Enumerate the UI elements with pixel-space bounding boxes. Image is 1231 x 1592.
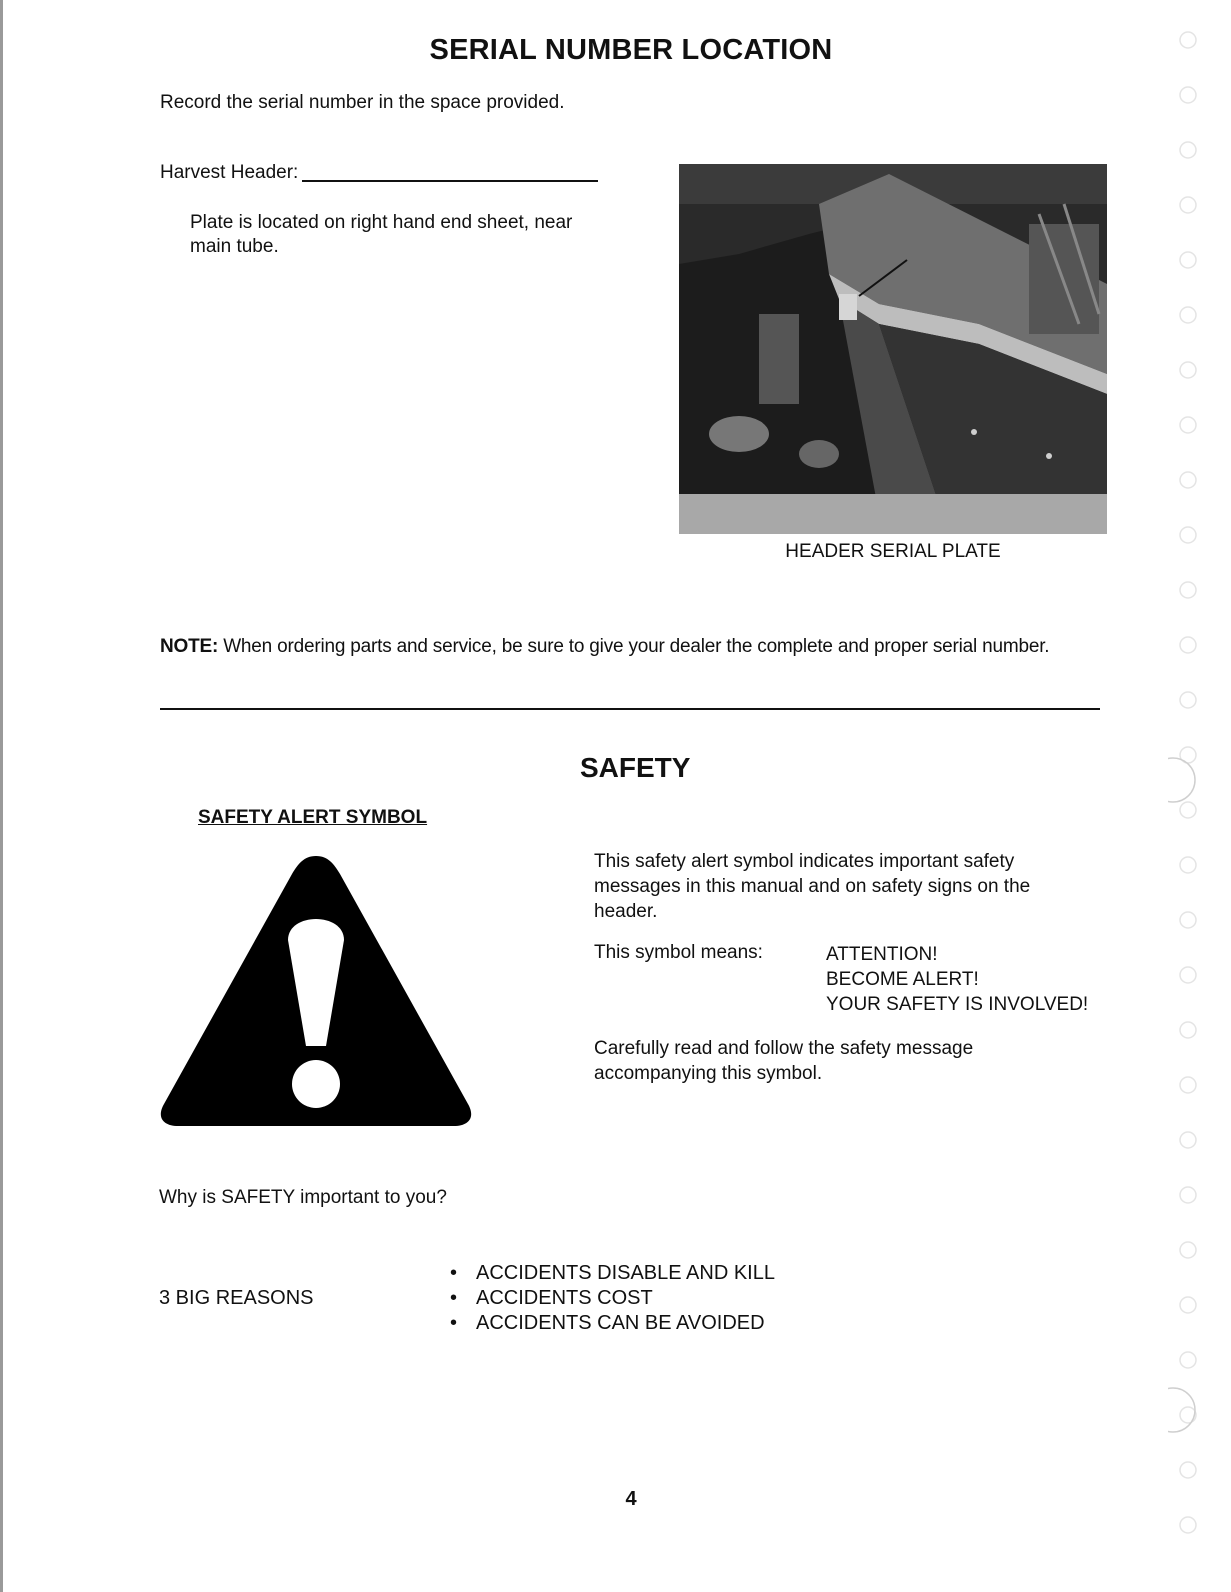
safety-title: SAFETY <box>580 752 691 783</box>
header-serial-plate-photo <box>679 164 1107 534</box>
page-title: SERIAL NUMBER LOCATION <box>429 34 833 66</box>
read-follow-text: Carefully read and follow the safety message accompanying this symbol. <box>594 1038 974 1084</box>
intro-text: Record the serial number in the space provided. <box>160 92 565 113</box>
symbol-means-label: This symbol means: <box>594 942 763 963</box>
list-item: • ACCIDENTS CAN BE AVOIDED <box>450 1311 775 1336</box>
why-safety-question: Why is SAFETY important to you? <box>159 1187 447 1208</box>
section-divider <box>160 708 1100 710</box>
harvest-header-label: Harvest Header: <box>160 162 299 183</box>
safety-description: This safety alert symbol indicates important safety messages in this manual and on safety signs on the header. <box>594 851 1031 922</box>
means-line: ATTENTION! <box>826 944 938 965</box>
photo-caption: HEADER SERIAL PLATE <box>785 541 1001 562</box>
list-item: • ACCIDENTS DISABLE AND KILL <box>450 1261 775 1286</box>
safety-alert-symbol-heading: SAFETY ALERT SYMBOL <box>198 807 428 828</box>
big-reasons-label: 3 BIG REASONS <box>159 1287 314 1309</box>
reasons-list <box>450 1261 775 1336</box>
serial-number-blank[interactable] <box>302 180 598 182</box>
binding-holes <box>1168 0 1231 1592</box>
page-left-edge <box>0 0 3 1592</box>
plate-location-text: Plate is located on right hand end sheet, near main tube. <box>190 212 573 257</box>
note-label: NOTE: <box>160 636 219 657</box>
means-line: BECOME ALERT! <box>826 969 979 990</box>
symbol-means-lines <box>826 942 1088 1017</box>
means-line: YOUR SAFETY IS INVOLVED! <box>826 994 1089 1015</box>
note-text <box>160 636 1049 658</box>
safety-alert-icon <box>158 850 474 1130</box>
page-number: 4 <box>625 1488 637 1510</box>
list-item: • ACCIDENTS COST <box>450 1286 775 1311</box>
note-body: When ordering parts and service, be sure to give your dealer the complete and proper serial number. <box>218 636 1050 657</box>
